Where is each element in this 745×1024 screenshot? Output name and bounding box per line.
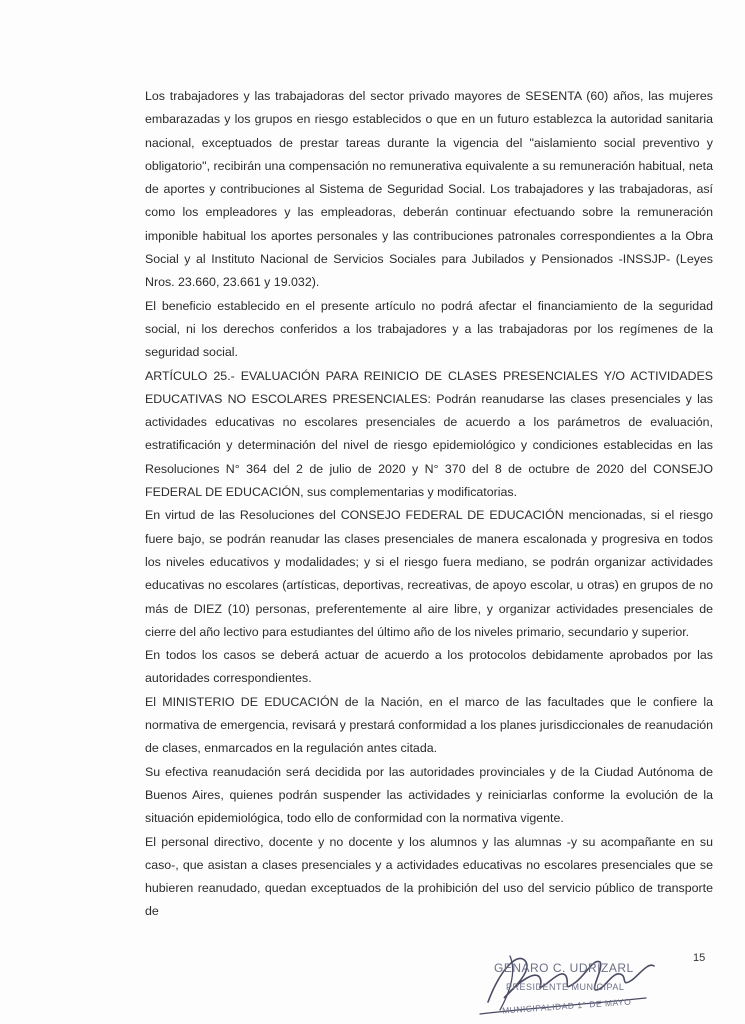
stamp-name: GENARO C. UDRIZARL — [494, 961, 634, 975]
stamp-title: PRESIDENTE MUNICIPAL — [506, 982, 625, 992]
signature-stamp — [470, 940, 670, 1024]
paragraph-article-25: ARTÍCULO 25.- EVALUACIÓN PARA REINICIO DE CLASES PRESENCIALES Y/O ACTIVIDADES EDUCATIVAS NO ESCOLARES PRESENCIALES: Podrán reanudarse las clases presenciales y las actividades educativas no escolares presenciales de acuerdo a los parámetros de evaluación, estratificación y determinación del nivel de riesgo epidemiológico y condiciones establecidas en las Resoluciones N° 364 del 2 de julio de 2020 y N° 370 del 8 de octubre de 2020 del CONSEJO FEDERAL DE EDUCACIÓN, sus complementarias y modificatorias. — [145, 368, 713, 500]
paragraph-benefit: El beneficio establecido en el presente artículo no podrá afectar el financiamiento de la seguridad social, ni los derechos conferidos a los trabajadores y a las trabajadoras por los regímenes de la seguridad social. — [145, 298, 713, 360]
paragraph-resolutions: En virtud de las Resoluciones del CONSEJO FEDERAL DE EDUCACIÓN mencionadas, si el riesgo fuere bajo, se podrán reanudar las clases presenciales de manera escalonada y progresiva en todos los niveles educativos y modalidades; y si el riesgo fuera mediano, se podrán organizar actividades educativas no escolares (artísticas, deportivas, recreativas, de apoyo escolar, u otras) en grupos de no más de DIEZ (10) personas, preferentemente al aire libre, y organizar actividades presenciales de cierre del año lectivo para estudiantes del último año de los niveles primario, secundario y superior. — [145, 508, 713, 639]
paragraph-compensation: Los trabajadores y las trabajadoras del sector privado mayores de SESENTA (60) años, las mujeres embarazadas y los grupos en riesgo establecidos o que en un futuro establezca la autoridad sanitaria nacional, exceptuados de prestar tareas durante la vigencia del "aislamiento social preventivo y obligatorio", recibirán una compensación no remunerativa equivalente a su remuneración habitual, neta de aportes y contribuciones al Sistema de Seguridad Social. Los trabajadores y las trabajadoras, así como los empleadores y las empleadoras, deberán continuar efectuando sobre la remuneración imponible habitual los aportes personales y las contribuciones patronales correspondientes a la Obra Social y al Instituto Nacional de Servicios Sociales para Jubilados y Pensionados -INSSJP- (Leyes Nros. 23.660, 23.661 y 19.032). — [145, 89, 713, 290]
paragraph-protocols: En todos los casos se deberá actuar de acuerdo a los protocolos debidamente aprobados por las autoridades correspondientes. — [145, 648, 713, 686]
paragraph-personal: El personal directivo, docente y no docente y los alumnos y las alumnas -y su acompañante en su caso-, que asistan a clases presenciales y a actividades educativas no escolares presenciales que se hubieren reanudado, quedan exceptuados de la prohibición del uso del servicio público de transporte de — [145, 834, 713, 919]
page-number: 15 — [693, 952, 706, 964]
document-body — [145, 85, 713, 924]
paragraph-ministry: El MINISTERIO DE EDUCACIÓN de la Nación, en el marco de las facultades que le confiere la normativa de emergencia, revisará y prestará conformidad a los planes jurisdiccionales de reanudación de clases, enmarcados en la regulación antes citada. — [145, 694, 713, 756]
stamp-organization: MUNICIPALIDAD 1° DE MAYO — [501, 996, 632, 1016]
paragraph-reanudacion: Su efectiva reanudación será decidida por las autoridades provinciales y de la Ciudad Autónoma de Buenos Aires, quienes podrán suspender las actividades y reiniciarlas conforme la evolución de la situación epidemiológica, todo ello de conformidad con la normativa vigente. — [145, 764, 713, 826]
